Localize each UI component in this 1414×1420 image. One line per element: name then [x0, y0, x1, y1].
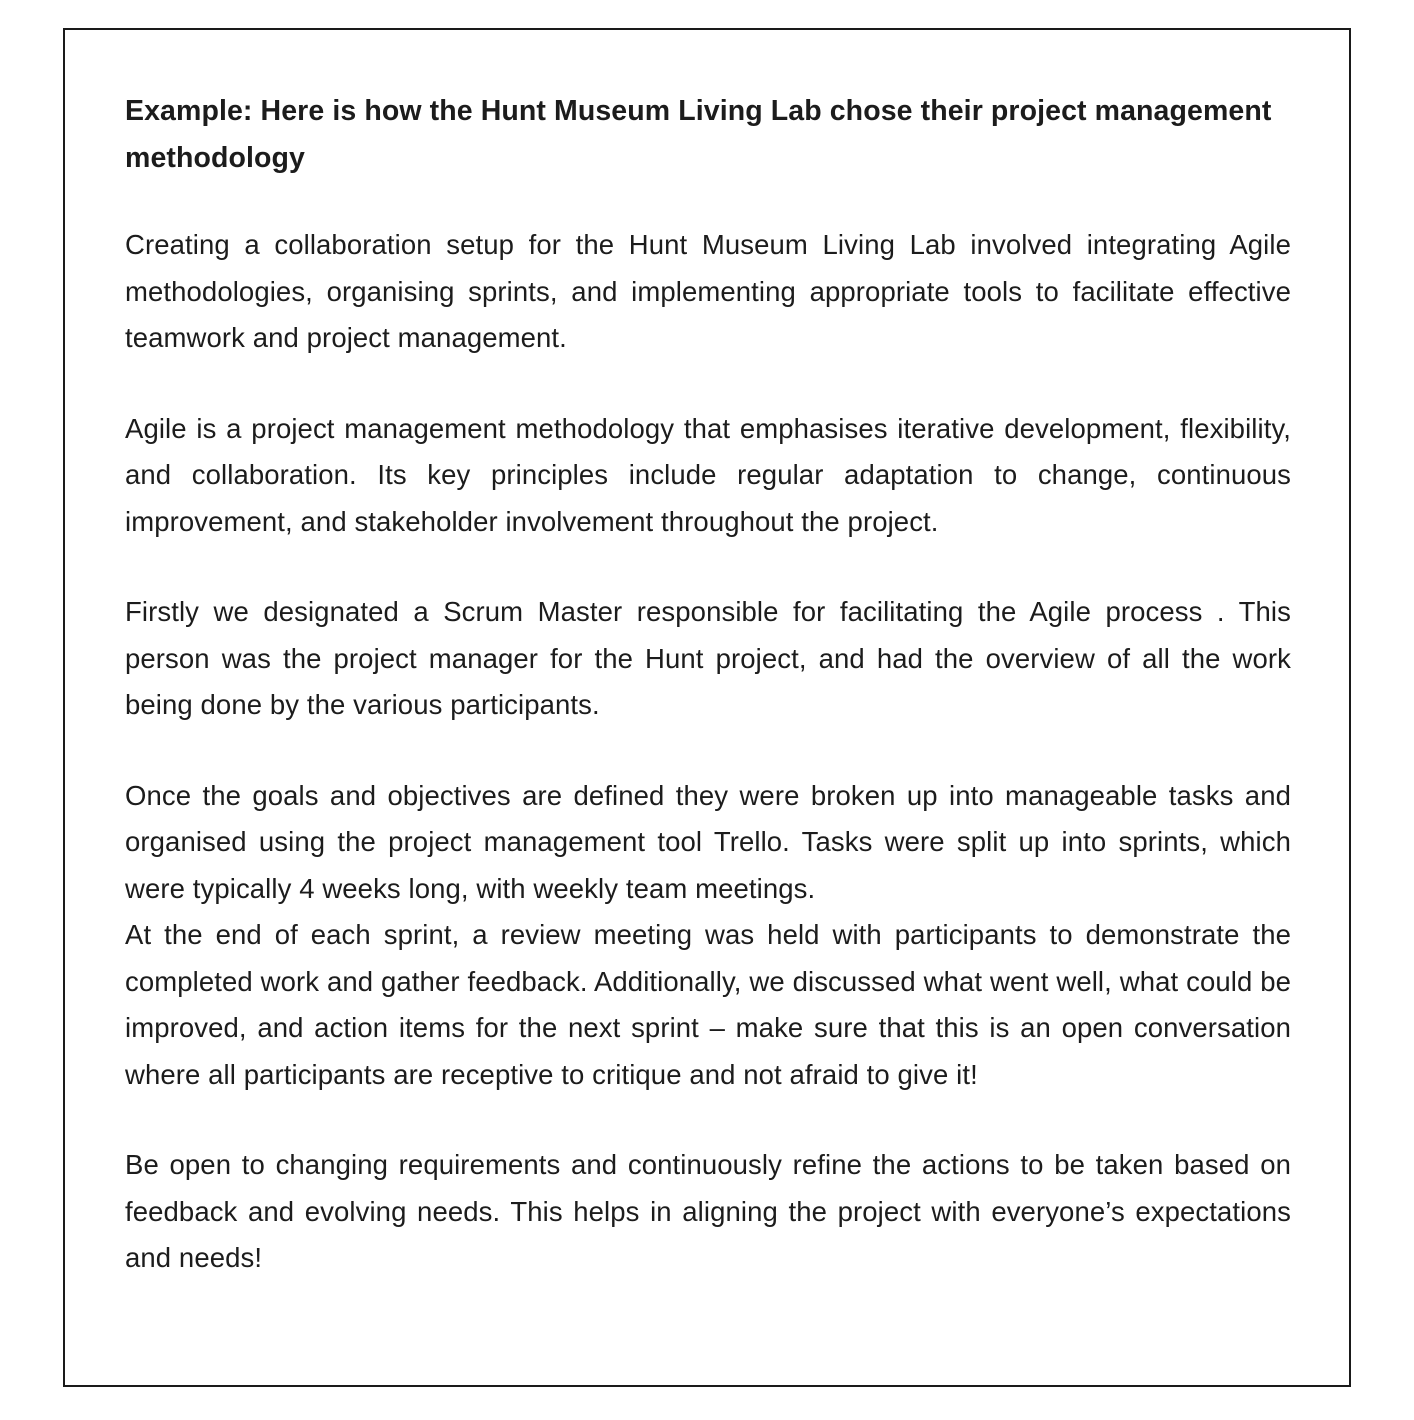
paragraph-open-to-change: Be open to changing requirements and continuously refine the actions to be taken based on feedback and evolving needs. This helps in aligning the project with everyone’s expectations and needs! — [125, 1149, 1291, 1273]
document-frame — [63, 28, 1351, 1387]
paragraph-scrum-master: Firstly we designated a Scrum Master responsible for facilitating the Agile process . This person was the project manager for the Hunt project, and had the overview of all the work being done by the various participants. — [125, 596, 1291, 720]
paragraph-collaboration-setup: Creating a collaboration setup for the Hunt Museum Living Lab involved integrating Agile methodologies, organising sprints, and implementing appropriate tools to facilitate effective teamwork and project management. — [125, 229, 1291, 353]
paragraph-sprint-review: At the end of each sprint, a review meeting was held with participants to demonstrate the completed work and gather feedback. Additionally, we discussed what went well, what could be improved, and action items for the next sprint – make sure that this is an open conversation where all participants are receptive to critique and not afraid to give it! — [125, 919, 1291, 1090]
paragraph-agile-definition: Agile is a project management methodology that emphasises iterative development, flexibility, and collaboration. Its key principles include regular adaptation to change, continuous improvement, and stakeholder involvement throughout the project. — [125, 412, 1291, 537]
document-heading: Example: Here is how the Hunt Museum Living Lab chose their project management methodology — [125, 95, 1272, 174]
paragraph-goals-tasks: Once the goals and objectives are defined they were broken up into manageable tasks and organised using the project management tool Trello. Tasks were split up into sprints, which were typically 4 weeks long, with weekly team meetings. — [125, 779, 1291, 904]
